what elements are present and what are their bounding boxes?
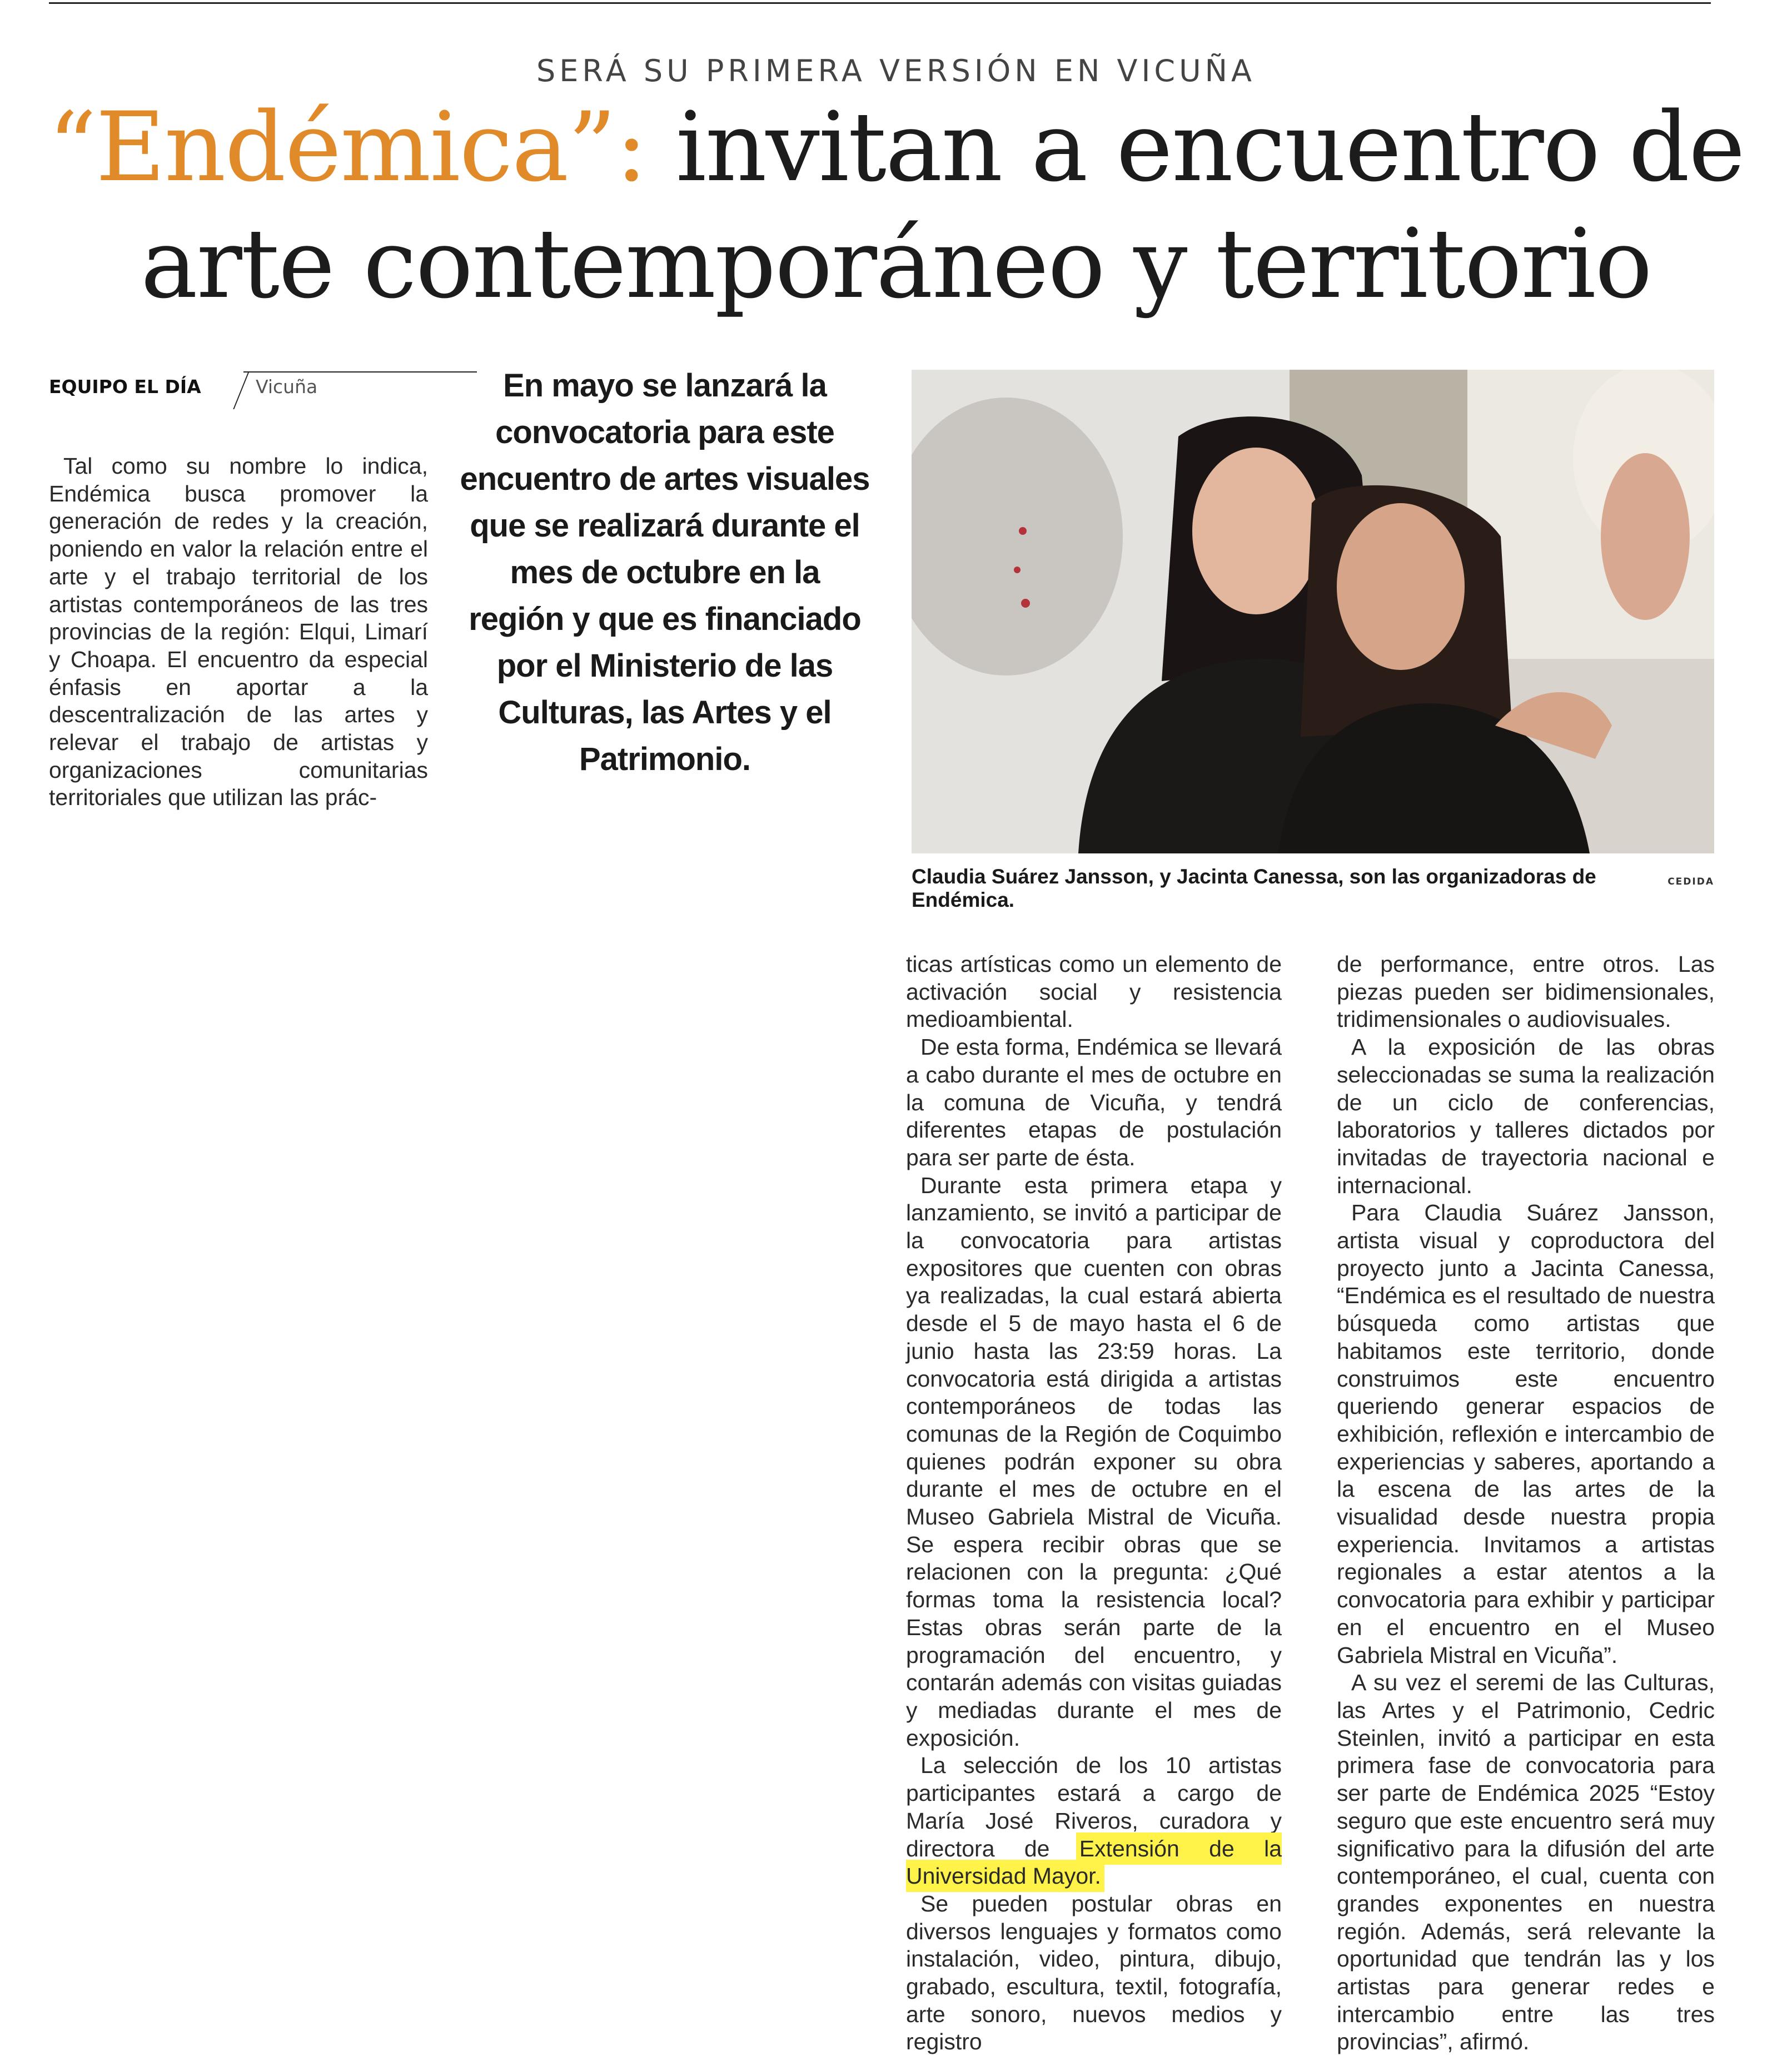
highlighted-text: Extensión de la Universidad Mayor. xyxy=(906,1835,1282,1889)
article-paragraph: de performance, entre otros. Las piezas pueden ser bidimensionales, tridimensionales o audiovisuales. xyxy=(1337,951,1715,1032)
headline-accent: “Endémica”: xyxy=(48,91,647,203)
article-column-left xyxy=(49,453,428,812)
article-paragraph: Durante esta primera etapa y lanzamiento, se invitó a participar de la convocatoria para artistas expositores que cuenten con obras ya realizadas, la cual estará abierta desde el 5 de mayo hasta el 6 de junio hasta las 23:59 horas. La convocatoria está dirigida a artistas contemporáneos de todas las comunas de la Región de Coquimbo quienes podrán exponer su obra durante el mes de octubre en el Museo Gabriela Mistral de Vicuña. Se espera recibir obras que se relacionen con la pregunta: ¿Qué formas toma la resistencia local? Estas obras serán parte de la programación del encuentro, y contarán además con visitas guiadas y mediadas durante el mes de exposición. xyxy=(906,1172,1282,1751)
article-paragraph: A su vez el seremi de las Culturas, las Artes y el Patrimonio, Cedric Steinlen, invitó a participar en esta primera fase de convocatoria para ser parte de Endémica 2025 “Estoy seguro que este encuentro será muy significativo para la difusión del arte contemporáneo, el cual, cuenta con grandes exponentes en nuestra región. Además, será relevante la oportunidad que tendrán las y los artistas para generar redes e intercambio entre las tres provincias”, afirmó. xyxy=(1337,1670,1715,2055)
article-paragraph: De esta forma, Endémica se llevará a cabo durante el mes de octubre en la comuna de Vicuña, y tendrá diferentes etapas de postulación para ser parte de ésta. xyxy=(906,1034,1282,1170)
photo-credit: CEDIDA xyxy=(1667,876,1714,887)
photo-caption: Claudia Suárez Jansson, y Jacinta Canessa, son las organizadoras de Endémica. xyxy=(912,865,1596,911)
byline-top-rule xyxy=(243,371,477,373)
article-paragraph xyxy=(906,1752,1282,1890)
kicker: SERÁ SU PRIMERA VERSIÓN EN VICUÑA xyxy=(536,53,1256,88)
article-photo xyxy=(912,370,1714,853)
article-paragraph: A la exposición de las obras seleccionadas se suma la realización de un ciclo de conferencias, laboratorios y talleres dictados por invitadas de trayectoria nacional e internacional. xyxy=(1337,1034,1715,1198)
article-paragraph: Se pueden postular obras en diversos lenguajes y formatos como instalación, video, pintura, dibujo, grabado, escultura, textil, fotografía, arte sonoro, nuevos medios y registro xyxy=(906,1890,1282,2055)
photo-illustration xyxy=(912,370,1714,853)
byline-author: EQUIPO EL DÍA xyxy=(49,376,201,398)
article-paragraph: Para Claudia Suárez Jansson, artista visual y coproductora del proyecto junto a Jacinta Canessa, “Endémica es el resultado de nuestra búsqueda como artistas que habitamos este territorio, donde construimos este encuentro queriendo generar espacios de exhibición, reflexión e intercambio de experiencias y saberes, aportando a la escena de las artes de la visualidad desde nuestra propia experiencia. Invitamos a artistas regionales a estar atentos a la convocatoria para exhibir y participar en el encuentro en el Museo Gabriela Mistral en Vicuña”. xyxy=(1337,1200,1715,1668)
byline-location: Vicuña xyxy=(256,376,318,398)
byline xyxy=(49,371,428,405)
article-paragraph: ticas artísticas como un elemento de activación social y resistencia medioambiental. xyxy=(906,951,1282,1032)
top-rule xyxy=(49,2,1711,4)
article-column-middle xyxy=(906,951,1282,2056)
pull-quote: En mayo se lanzará la convocatoria para este encuentro de artes visuales que se realizará durante el mes de octubre en la región y que es financiado por el Ministerio de las Culturas, las Artes y el Patrimonio. xyxy=(460,368,870,777)
article-paragraph: Tal como su nombre lo indica, Endémica busca promover la generación de redes y la creación, poniendo en valor la relación entre el arte y el trabajo territorial de los artistas contemporáneos de las tres provincias de la región: Elqui, Limarí y Choapa. El encuentro da especial énfasis en aportar a la descentralización de las artes y relevar el trabajo de artistas y organizaciones comunitarias territoriales que utilizan las prác- xyxy=(49,453,428,811)
headline-line2: arte contemporáneo y territorio xyxy=(141,208,1651,320)
article-column-right xyxy=(1337,951,1715,2056)
headline xyxy=(33,89,1759,322)
paragraph-text: La selección de los 10 artistas participantes estará a cargo de María José Riveros, curadora y directora de xyxy=(906,1752,1282,1861)
headline-line1: invitan a encuentro de xyxy=(646,91,1744,203)
byline-divider xyxy=(233,371,249,409)
